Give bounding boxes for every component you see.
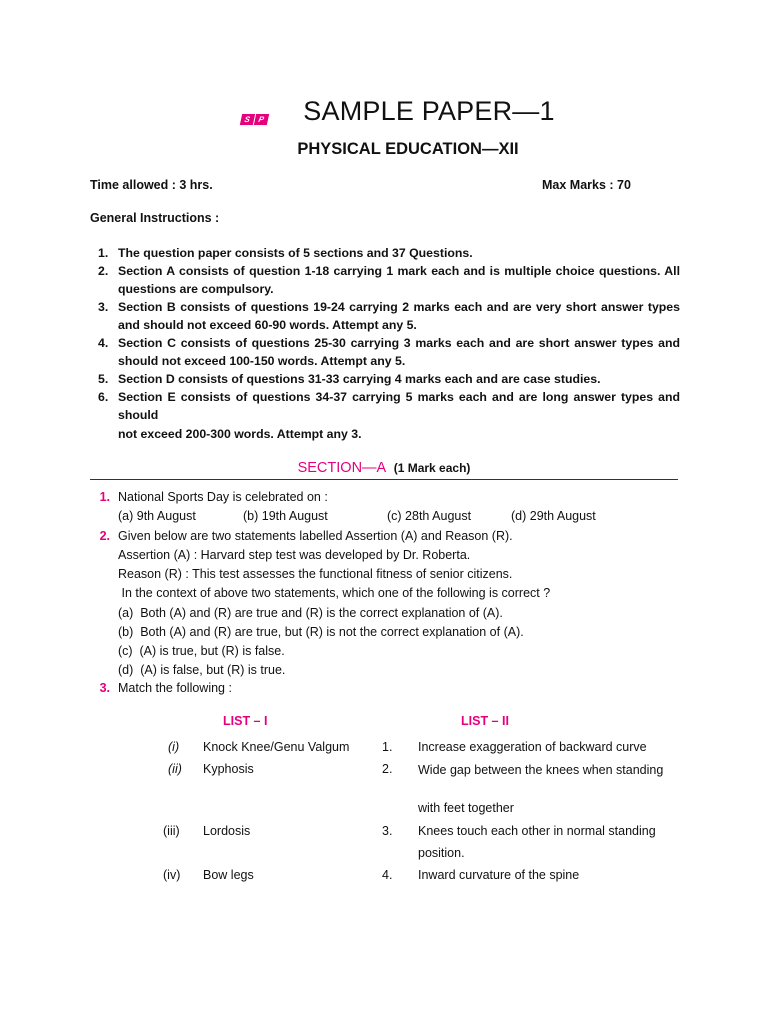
page-title: SAMPLE PAPER—1 xyxy=(303,96,555,126)
max-marks: Max Marks : 70 xyxy=(542,178,631,192)
list-1-heading: LIST – I xyxy=(223,714,268,728)
instruction-continuation: not exceed 200-300 words. Attempt any 3. xyxy=(118,427,362,441)
instruction-item: 4. Section C consists of questions 25-30 carrying 3 marks each and are short answer types and should not exceed 100-150 words. Attempt any 5. xyxy=(98,336,680,368)
list-1-item: Kyphosis xyxy=(203,762,254,776)
instruction-item: 1. The question paper consists of 5 sections and 37 Questions. xyxy=(98,246,473,260)
question-text: Given below are two statements labelled Assertion (A) and Reason (R). xyxy=(118,529,513,543)
option-b: (b) 19th August xyxy=(243,509,328,523)
list-1-roman: (ii) xyxy=(168,762,182,776)
list-2-heading: LIST – II xyxy=(461,714,509,728)
section-marks: (1 Mark each) xyxy=(393,461,471,475)
reason-text: Reason (R) : This test assesses the functional fitness of senior citizens. xyxy=(118,567,513,581)
option-d: (d) 29th August xyxy=(511,509,596,523)
list-2-item: Increase exaggeration of backward curve xyxy=(418,740,647,754)
list-1-item: Knock Knee/Genu Valgum xyxy=(203,740,350,754)
instruction-item: 3. Section B consists of questions 19-24 carrying 2 marks each and are very short answer types and should not exceed 60-90 words. Attempt any 5. xyxy=(98,300,680,332)
option-c: (c) (A) is true, but (R) is false. xyxy=(118,644,285,658)
instructions-heading: General Instructions : xyxy=(90,211,220,225)
instruction-item: 6. Section E consists of questions 34-37 carrying 5 marks each and are long answer types and should xyxy=(98,390,680,422)
logo-letter-p: P xyxy=(253,114,268,125)
question-number: 1. xyxy=(99,490,110,504)
section-heading xyxy=(0,460,768,476)
question-number: 3. xyxy=(99,681,110,695)
question-text: Match the following : xyxy=(118,681,232,695)
list-1-roman: (iv) xyxy=(163,868,181,882)
list-2-item-continuation: position. xyxy=(418,846,465,860)
list-2-number: 2. xyxy=(382,762,393,776)
list-1-roman: (i) xyxy=(168,740,180,754)
assertion-text: Assertion (A) : Harvard step test was developed by Dr. Roberta. xyxy=(118,548,471,562)
instructions-list xyxy=(90,244,680,424)
option-d: (d) (A) is false, but (R) is true. xyxy=(118,663,286,677)
list-2-item: Wide gap between the knees when standing xyxy=(418,763,664,777)
question-text: National Sports Day is celebrated on : xyxy=(118,490,328,504)
list-2-item: Inward curvature of the spine xyxy=(418,868,580,882)
list-2-number: 1. xyxy=(382,740,393,754)
question-number: 2. xyxy=(99,529,110,543)
list-2-item: Knees touch each other in normal standing xyxy=(418,824,656,838)
list-2-number: 4. xyxy=(382,868,393,882)
option-c: (c) 28th August xyxy=(387,509,472,523)
question-prompt: In the context of above two statements, which one of the following is correct ? xyxy=(118,586,551,600)
list-2-number: 3. xyxy=(382,824,393,838)
instruction-item: 2. Section A consists of question 1-18 carrying 1 mark each and is multiple choice questions. All questions are compulsory. xyxy=(98,264,680,296)
logo-letter-s: S xyxy=(240,114,255,125)
section-title: SECTION—A xyxy=(297,460,387,476)
option-a: (a) Both (A) and (R) are true and (R) is the correct explanation of (A). xyxy=(118,606,503,620)
list-2-item-continuation: with feet together xyxy=(418,801,514,815)
instruction-item: 5. Section D consists of questions 31-33 carrying 4 marks each and are case studies. xyxy=(98,372,601,386)
section-divider xyxy=(90,479,678,480)
option-a: (a) 9th August xyxy=(118,509,196,523)
subject-title: PHYSICAL EDUCATION—XII xyxy=(297,140,519,158)
list-1-item: Lordosis xyxy=(203,824,251,838)
time-allowed: Time allowed : 3 hrs. xyxy=(90,178,213,192)
option-b: (b) Both (A) and (R) are true, but (R) is not the correct explanation of (A). xyxy=(118,625,524,639)
list-1-item: Bow legs xyxy=(203,868,254,882)
list-1-roman: (iii) xyxy=(163,824,180,838)
